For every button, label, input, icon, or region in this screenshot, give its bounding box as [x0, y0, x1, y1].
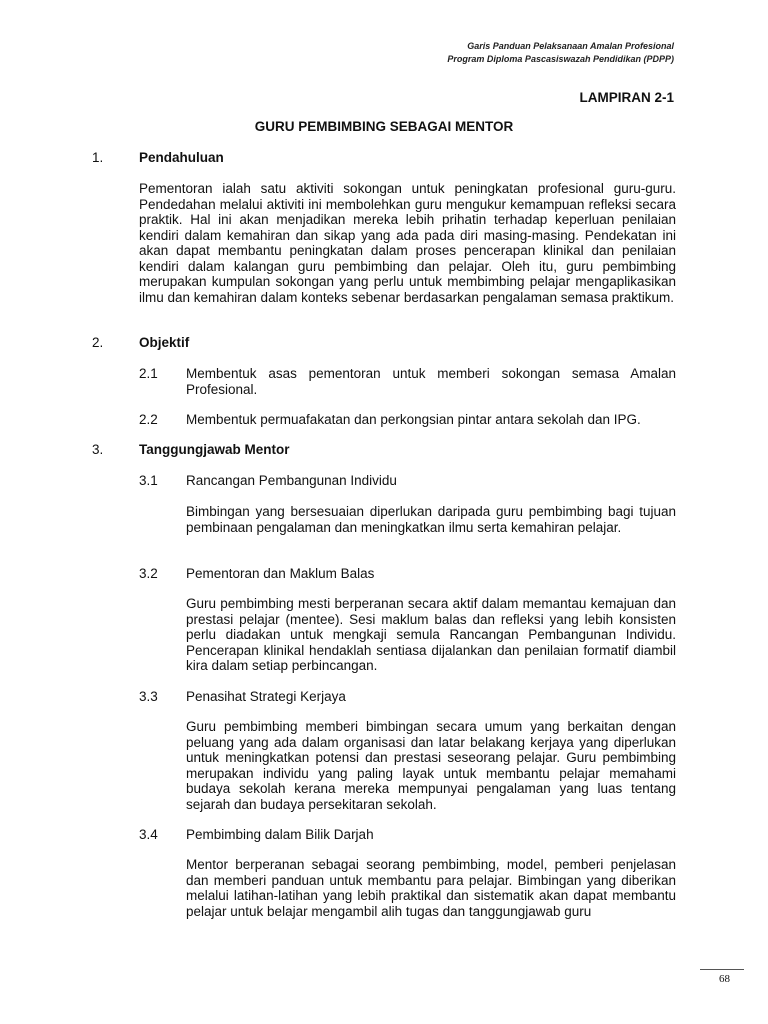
item-2-2-number: 2.2: [139, 412, 158, 427]
document-title: GURU PEMBIMBING SEBAGAI MENTOR: [254, 119, 514, 134]
item-3-2-text: Guru pembimbing mesti berperanan secara aktif dalam memantau kemajuan dan prestasi pelajar (mentee). Sesi maklum balas dan refleksi yang lebih konsisten perlu diadakan untuk mengkaji semula Rancangan Pembangunan Individu. Pencerapan klinikal hendaklah sentiasa dijalankan dan penilaian formatif diambil kira dalam setiap perbincangan.: [186, 596, 676, 673]
running-header-program: Program Diploma Pascasiswazah Pendidikan (PDPP): [447, 54, 674, 64]
item-3-4-title: Pembimbing dalam Bilik Darjah: [186, 827, 374, 842]
item-3-1-text: Bimbingan yang bersesuaian diperlukan daripada guru pembimbing bagi tujuan pembinaan pengalaman dan meningkatkan ilmu serta kemahiran pelajar.: [186, 504, 676, 535]
section-1-number: 1.: [92, 150, 104, 165]
item-3-1-number: 3.1: [139, 473, 158, 488]
section-2-number: 2.: [92, 335, 104, 350]
item-3-4-number: 3.4: [139, 827, 158, 842]
footer-divider: [700, 969, 744, 970]
item-3-3-text: Guru pembimbing memberi bimbingan secara umum yang berkaitan dengan peluang yang ada dalam organisasi dan latar belakang kerjaya yang diperlukan untuk meningkatkan potensi dan prestasi seseorang pelajar. Guru pembimbing merupakan individu yang paling layak untuk membantu pelajar memahami budaya sekolah kerana mereka mempunyai pengalaman yang luas tentang sejarah dan budaya persekitaran sekolah.: [186, 719, 676, 812]
item-2-1-text: Membentuk asas pementoran untuk memberi sokongan semasa Amalan Profesional.: [186, 366, 676, 397]
item-2-2-text: Membentuk permuafakatan dan perkongsian pintar antara sekolah dan IPG.: [186, 412, 641, 427]
section-3-heading: Tanggungjawab Mentor: [139, 442, 290, 457]
item-3-3-number: 3.3: [139, 689, 158, 704]
item-3-2-number: 3.2: [139, 566, 158, 581]
section-1-heading: Pendahuluan: [139, 150, 224, 165]
item-3-3-title: Penasihat Strategi Kerjaya: [186, 689, 346, 704]
item-3-4-text: Mentor berperanan sebagai seorang pembimbing, model, pemberi penjelasan dan memberi panduan untuk membantu para pelajar. Bimbingan yang diberikan melalui latihan-latihan yang lebih praktikal dan sistematik akan dapat membantu pelajar untuk belajar mengambil alih tugas dan tanggungjawab guru: [186, 857, 676, 919]
item-2-1-number: 2.1: [139, 366, 158, 381]
appendix-label: LAMPIRAN 2-1: [579, 90, 674, 105]
running-header-title: Garis Panduan Pelaksanaan Amalan Profesional: [467, 41, 674, 51]
section-2-heading: Objektif: [139, 335, 190, 350]
section-1-paragraph: Pementoran ialah satu aktiviti sokongan untuk peningkatan profesional guru-guru. Pendedahan melalui aktiviti ini membolehkan guru mengukur kemampuan refleksi secara praktik. Hal ini akan menjadikan mereka lebih prihatin terhadap keperluan penilaian kendiri dalam kemahiran dan sikap yang ada pada diri masing-masing. Pendekatan ini akan dapat membantu peningkatan dalam proses pencerapan klinikal dan penilaian kendiri dalam kalangan guru pembimbing dan pelajar. Oleh itu, guru pembimbing merupakan kumpulan sokongan yang perlu untuk membimbing pelajar mengaplikasikan ilmu dan kemahiran dalam konteks sebenar berdasarkan pengalaman semasa praktikum.: [139, 181, 676, 305]
section-3-number: 3.: [92, 442, 104, 457]
item-3-1-title: Rancangan Pembangunan Individu: [186, 473, 397, 488]
item-3-2-title: Pementoran dan Maklum Balas: [186, 566, 375, 581]
page-number: 68: [719, 973, 730, 985]
